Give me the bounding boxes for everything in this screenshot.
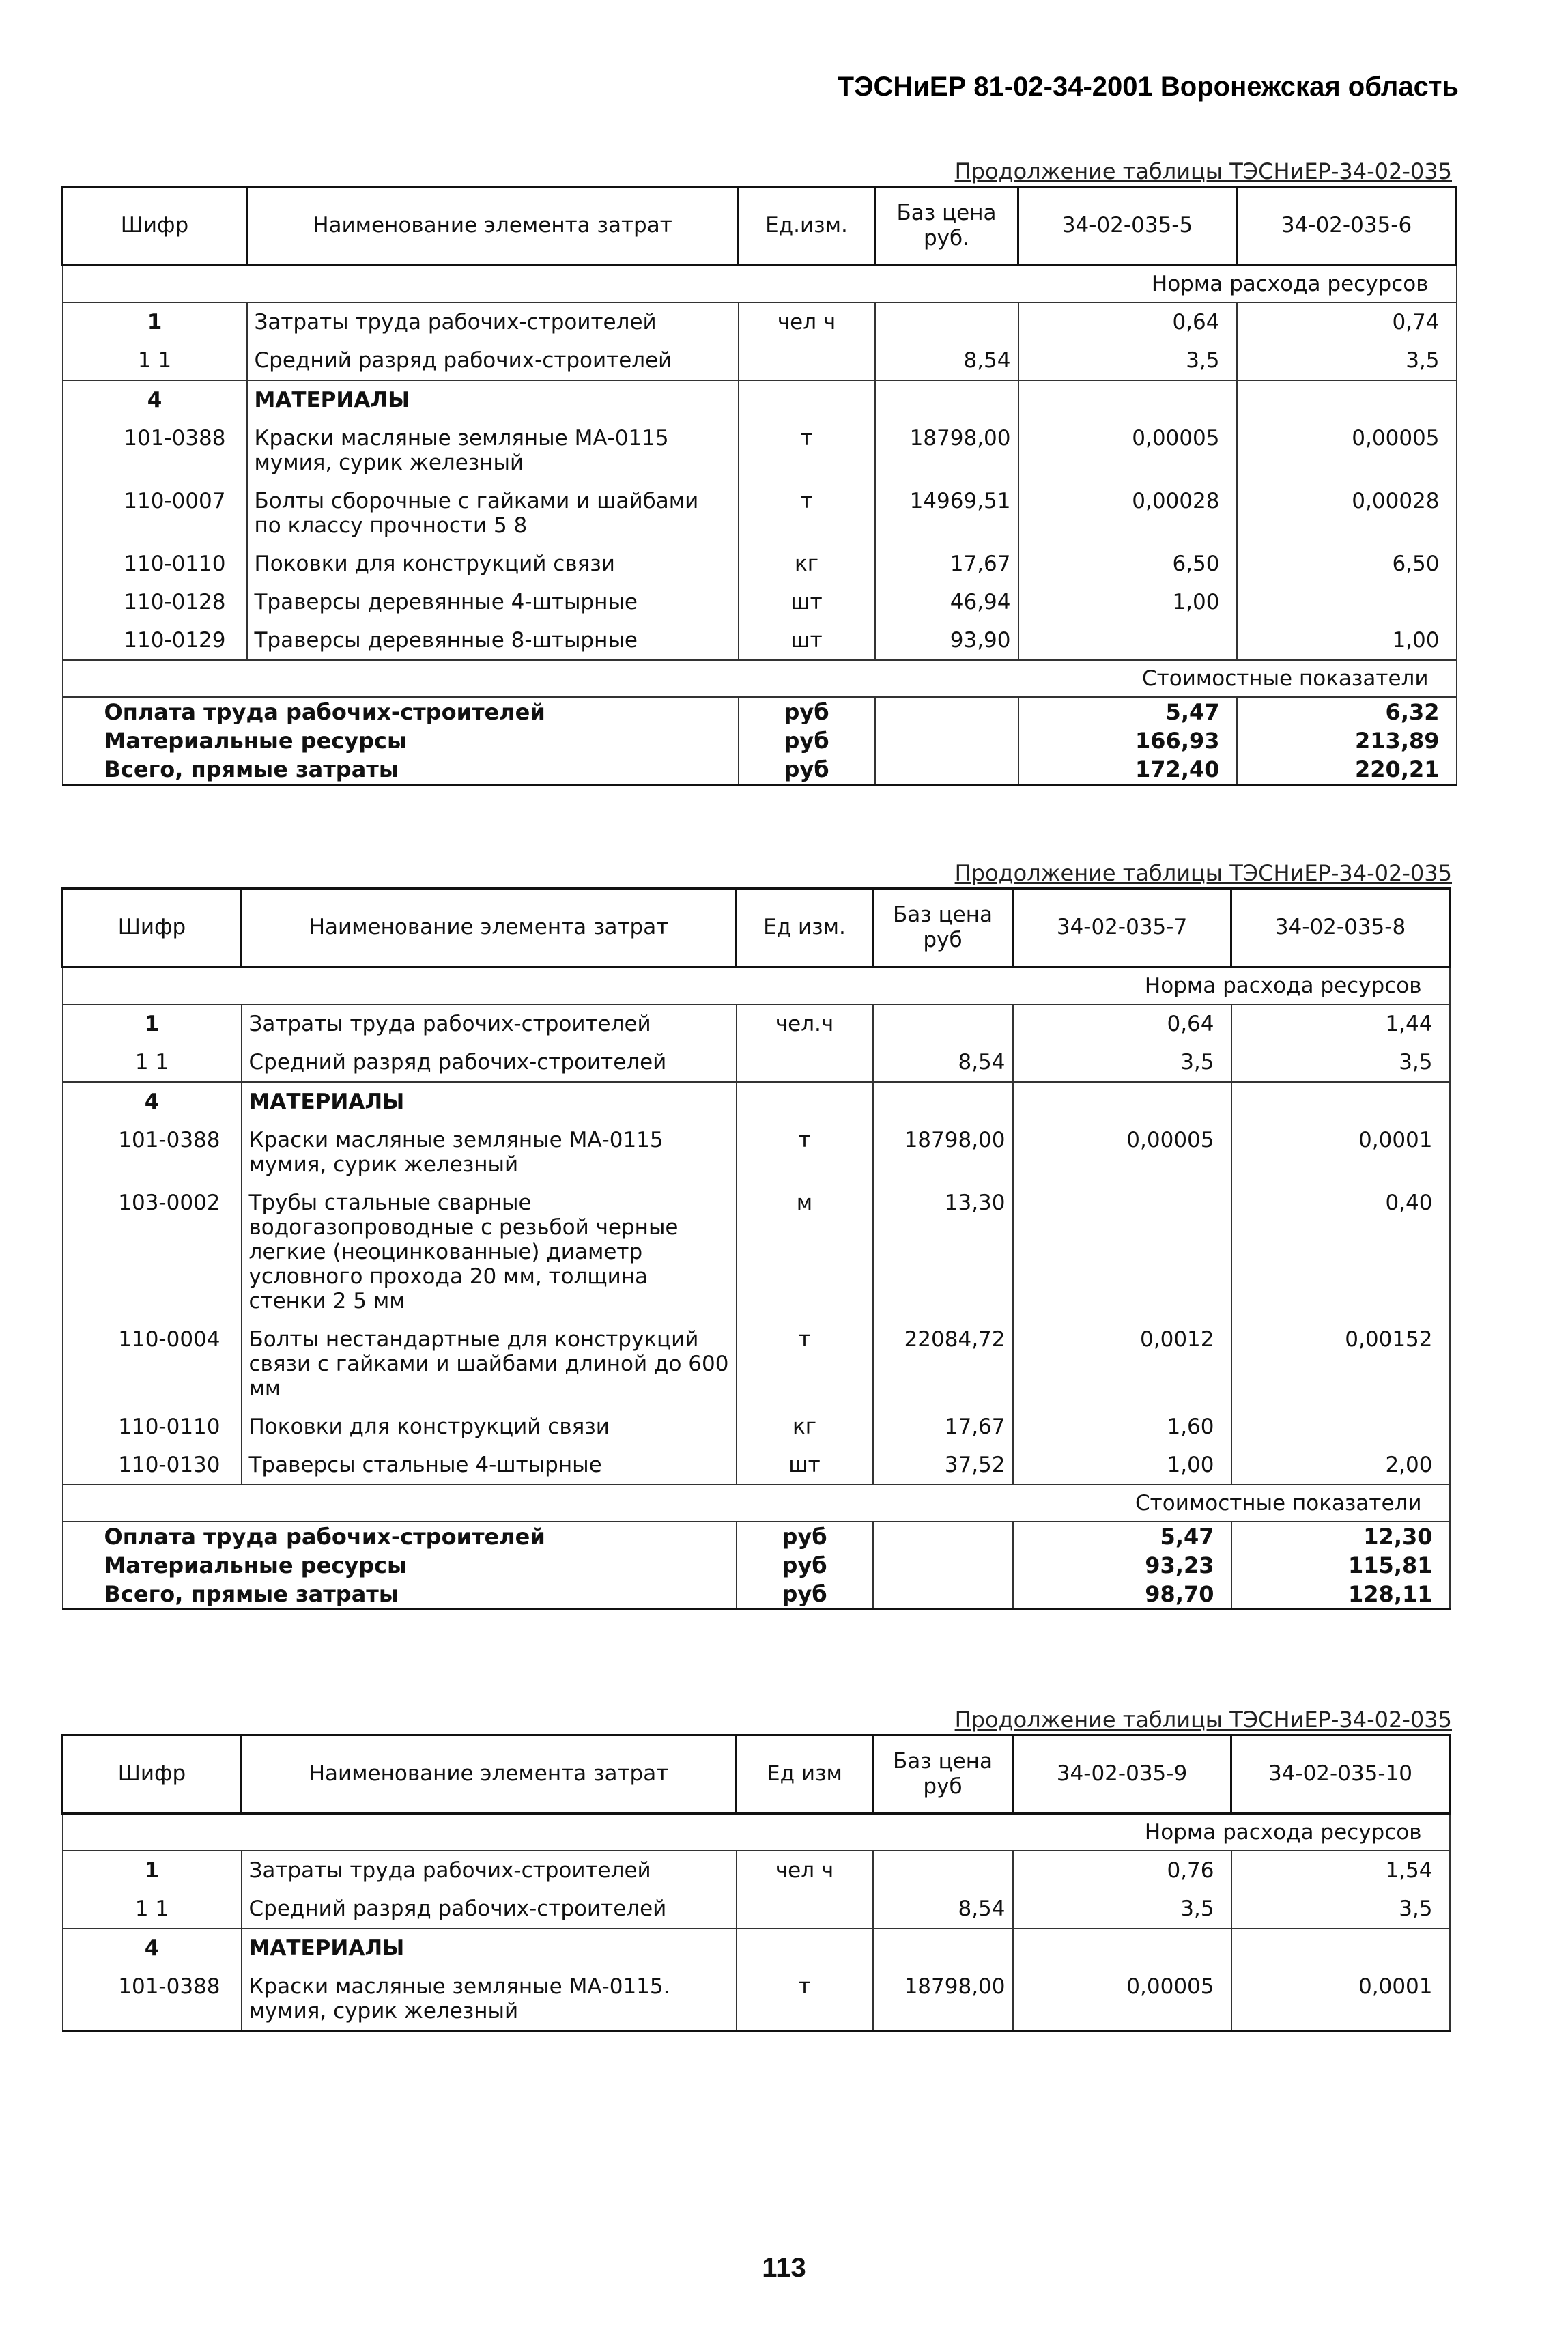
row-unit: т (737, 1320, 873, 1408)
table-row (63, 1121, 1450, 1184)
table-caption: Продолжение таблицы ТЭСНиЕР-34-02-035 (954, 860, 1452, 886)
totals-row (63, 1580, 1450, 1610)
table-header-row (63, 187, 1457, 266)
row-unit: кг (739, 545, 875, 583)
row-name: Затраты труда рабочих-строителей (247, 302, 739, 341)
total-value-1: 5,47 (1018, 697, 1237, 726)
row-value-1: 0,00005 (1013, 1967, 1231, 2032)
row-name: Поковки для конструкций связи (242, 1408, 737, 1446)
row-value-1: 0,0012 (1013, 1320, 1231, 1408)
total-value-2: 115,81 (1231, 1551, 1450, 1580)
column-header: 34-02-035-8 (1231, 889, 1450, 967)
total-label: Всего, прямые затраты (63, 755, 739, 785)
row-code: 101-0388 (63, 1967, 242, 2032)
table-row (63, 583, 1457, 621)
total-value-1: 172,40 (1018, 755, 1237, 785)
section-title-materials: МАТЕРИАЛЫ (247, 380, 739, 419)
row-price: 13,30 (873, 1184, 1013, 1320)
total-unit: руб (739, 726, 875, 755)
row-unit: м (737, 1184, 873, 1320)
total-unit: руб (737, 1522, 873, 1551)
row-code: 110-0110 (63, 1408, 242, 1446)
row-unit: чел ч (737, 1851, 873, 1890)
row-value-1 (1018, 621, 1237, 660)
row-name: Болты сборочные с гайками и шайбами по классу прочности 5 8 (247, 482, 739, 545)
row-name: Траверсы стальные 4-штырные (242, 1446, 737, 1485)
total-value-1: 5,47 (1013, 1522, 1231, 1551)
row-price: 37,52 (873, 1446, 1013, 1485)
row-value-1: 3,5 (1018, 341, 1237, 380)
table-row (63, 1004, 1450, 1043)
row-value-2: 0,0001 (1231, 1121, 1450, 1184)
row-unit: т (737, 1967, 873, 2032)
total-label: Всего, прямые затраты (63, 1580, 737, 1610)
row-unit: т (739, 482, 875, 545)
row-price: 18798,00 (875, 419, 1018, 482)
row-price: 14969,51 (875, 482, 1018, 545)
table-row (63, 1929, 1450, 1967)
row-unit: т (739, 419, 875, 482)
total-label: Материальные ресурсы (63, 726, 739, 755)
column-header: 34-02-035-6 (1237, 187, 1457, 266)
row-value-2 (1231, 1408, 1450, 1446)
row-code: 101-0388 (63, 419, 247, 482)
totals-row (63, 1551, 1450, 1580)
row-name: Затраты труда рабочих-строителей (242, 1851, 737, 1890)
resource-table-3 (61, 1734, 1451, 2032)
row-name: Краски масляные земляные МА-0115 мумия, сурик железный (242, 1121, 737, 1184)
page-number: 113 (762, 2253, 806, 2283)
row-value-2: 2,00 (1231, 1446, 1450, 1485)
row-value-2: 0,00152 (1231, 1320, 1450, 1408)
row-price (873, 1004, 1013, 1043)
row-name: Краски масляные земляные МА-0115. мумия, сурик железный (242, 1967, 737, 2032)
table-row (63, 482, 1457, 545)
row-value-1: 0,64 (1013, 1004, 1231, 1043)
row-unit (737, 1890, 873, 1929)
row-price (873, 1851, 1013, 1890)
column-header: Наименование элемента затрат (242, 889, 737, 967)
row-code: 1 1 (63, 341, 247, 380)
row-value-1: 3,5 (1013, 1890, 1231, 1929)
row-name: Средний разряд рабочих-строителей (242, 1890, 737, 1929)
row-price: 17,67 (873, 1408, 1013, 1446)
row-value-2: 6,50 (1237, 545, 1457, 583)
row-code: 1 (63, 1004, 242, 1043)
totals-row (63, 697, 1457, 726)
row-price: 17,67 (875, 545, 1018, 583)
row-code: 110-0007 (63, 482, 247, 545)
norm-label: Норма расхода ресурсов (63, 266, 1457, 303)
table-row (63, 1320, 1450, 1408)
row-code: 1 1 (63, 1890, 242, 1929)
table-row (63, 1446, 1450, 1485)
cost-label: Стоимостные показатели (63, 660, 1457, 697)
row-code: 110-0004 (63, 1320, 242, 1408)
row-value-1: 1,00 (1013, 1446, 1231, 1485)
table-row (63, 1967, 1450, 2032)
row-name: Траверсы деревянные 8-штырные (247, 621, 739, 660)
table-header-row (63, 889, 1450, 967)
row-name: Затраты труда рабочих-строителей (242, 1004, 737, 1043)
table-row (63, 1184, 1450, 1320)
row-value-2: 0,74 (1237, 302, 1457, 341)
column-header: Баз цена руб (873, 1735, 1013, 1814)
row-code: 4 (63, 1082, 242, 1121)
row-price: 8,54 (875, 341, 1018, 380)
row-value-2: 1,54 (1231, 1851, 1450, 1890)
column-header: Шифр (63, 187, 247, 266)
row-code: 1 1 (63, 1043, 242, 1082)
table-row (63, 1890, 1450, 1929)
row-code: 110-0110 (63, 545, 247, 583)
row-value-1: 6,50 (1018, 545, 1237, 583)
table-caption: Продолжение таблицы ТЭСНиЕР-34-02-035 (954, 1707, 1452, 1733)
row-value-1: 0,64 (1018, 302, 1237, 341)
total-label: Материальные ресурсы (63, 1551, 737, 1580)
document-header-title: ТЭСНиЕР 81-02-34-2001 Воронежская область (837, 72, 1459, 102)
row-code: 110-0130 (63, 1446, 242, 1485)
table-row (63, 545, 1457, 583)
column-header: Ед изм. (737, 889, 873, 967)
section-title-materials: МАТЕРИАЛЫ (242, 1082, 737, 1121)
row-name: Средний разряд рабочих-строителей (247, 341, 739, 380)
table-caption: Продолжение таблицы ТЭСНиЕР-34-02-035 (954, 158, 1452, 184)
column-header: 34-02-035-9 (1013, 1735, 1231, 1814)
table-row (63, 1082, 1450, 1121)
row-value-1: 0,00005 (1013, 1121, 1231, 1184)
row-value-1: 3,5 (1013, 1043, 1231, 1082)
row-value-1: 1,00 (1018, 583, 1237, 621)
table-row (63, 621, 1457, 660)
row-unit (739, 341, 875, 380)
table-header-row (63, 1735, 1450, 1814)
table-row (63, 1851, 1450, 1890)
row-price: 18798,00 (873, 1967, 1013, 2032)
total-unit: руб (737, 1551, 873, 1580)
row-name: Средний разряд рабочих-строителей (242, 1043, 737, 1082)
column-header: Ед.изм. (739, 187, 875, 266)
total-value-1: 98,70 (1013, 1580, 1231, 1610)
row-price: 18798,00 (873, 1121, 1013, 1184)
row-value-2: 1,00 (1237, 621, 1457, 660)
row-unit: т (737, 1121, 873, 1184)
row-value-1: 0,00028 (1018, 482, 1237, 545)
norm-label: Норма расхода ресурсов (63, 1814, 1450, 1851)
row-value-2 (1237, 583, 1457, 621)
row-value-2: 3,5 (1231, 1890, 1450, 1929)
row-value-1: 1,60 (1013, 1408, 1231, 1446)
total-value-2: 220,21 (1237, 755, 1457, 785)
row-unit: шт (737, 1446, 873, 1485)
total-value-2: 12,30 (1231, 1522, 1450, 1551)
table-row (63, 1408, 1450, 1446)
table-row (63, 302, 1457, 341)
row-name: Трубы стальные сварные водогазопроводные с резьбой черные легкие (неоцинкованные) диаметр условного прохода 20 мм, толщина стенки 2 5 мм (242, 1184, 737, 1320)
norm-label: Норма расхода ресурсов (63, 967, 1450, 1005)
row-code: 1 (63, 302, 247, 341)
row-price: 46,94 (875, 583, 1018, 621)
row-name: Поковки для конструкций связи (247, 545, 739, 583)
row-unit: чел.ч (737, 1004, 873, 1043)
row-price: 93,90 (875, 621, 1018, 660)
row-price: 22084,72 (873, 1320, 1013, 1408)
total-label: Оплата труда рабочих-строителей (63, 1522, 737, 1551)
row-code: 110-0128 (63, 583, 247, 621)
total-unit: руб (737, 1580, 873, 1610)
total-value-2: 128,11 (1231, 1580, 1450, 1610)
row-price: 8,54 (873, 1043, 1013, 1082)
totals-row (63, 726, 1457, 755)
row-unit: шт (739, 621, 875, 660)
table-row (63, 380, 1457, 419)
section-title-materials: МАТЕРИАЛЫ (242, 1929, 737, 1967)
row-code: 101-0388 (63, 1121, 242, 1184)
row-value-2: 0,0001 (1231, 1967, 1450, 2032)
column-header: Баз цена руб (873, 889, 1013, 967)
row-value-2: 0,00028 (1237, 482, 1457, 545)
row-unit: шт (739, 583, 875, 621)
column-header: 34-02-035-7 (1013, 889, 1231, 967)
row-value-1: 0,00005 (1018, 419, 1237, 482)
resource-table-2 (61, 887, 1451, 1610)
total-unit: руб (739, 697, 875, 726)
column-header: Наименование элемента затрат (242, 1735, 737, 1814)
total-value-2: 6,32 (1237, 697, 1457, 726)
column-header: Баз цена руб. (875, 187, 1018, 266)
column-header: Шифр (63, 889, 242, 967)
row-name: Краски масляные земляные МА-0115 мумия, сурик железный (247, 419, 739, 482)
row-value-2: 3,5 (1237, 341, 1457, 380)
total-value-1: 166,93 (1018, 726, 1237, 755)
row-value-2: 0,40 (1231, 1184, 1450, 1320)
resource-table-1 (61, 186, 1457, 786)
total-value-1: 93,23 (1013, 1551, 1231, 1580)
table-row (63, 341, 1457, 380)
totals-row (63, 1522, 1450, 1551)
row-code: 4 (63, 380, 247, 419)
row-code: 110-0129 (63, 621, 247, 660)
row-unit: кг (737, 1408, 873, 1446)
table-row (63, 419, 1457, 482)
total-unit: руб (739, 755, 875, 785)
row-value-1 (1013, 1184, 1231, 1320)
row-value-2: 3,5 (1231, 1043, 1450, 1082)
total-label: Оплата труда рабочих-строителей (63, 697, 739, 726)
row-price (875, 302, 1018, 341)
cost-label: Стоимостные показатели (63, 1485, 1450, 1522)
column-header: 34-02-035-10 (1231, 1735, 1450, 1814)
row-value-2: 1,44 (1231, 1004, 1450, 1043)
total-value-2: 213,89 (1237, 726, 1457, 755)
table-row (63, 1043, 1450, 1082)
row-unit: чел ч (739, 302, 875, 341)
column-header: 34-02-035-5 (1018, 187, 1237, 266)
row-code: 4 (63, 1929, 242, 1967)
row-unit (737, 1043, 873, 1082)
column-header: Наименование элемента затрат (247, 187, 739, 266)
row-value-2: 0,00005 (1237, 419, 1457, 482)
column-header: Ед изм (737, 1735, 873, 1814)
row-code: 1 (63, 1851, 242, 1890)
totals-row (63, 755, 1457, 785)
row-value-1: 0,76 (1013, 1851, 1231, 1890)
row-price: 8,54 (873, 1890, 1013, 1929)
row-name: Траверсы деревянные 4-штырные (247, 583, 739, 621)
row-name: Болты нестандартные для конструкций связи с гайками и шайбами длиной до 600 мм (242, 1320, 737, 1408)
row-code: 103-0002 (63, 1184, 242, 1320)
column-header: Шифр (63, 1735, 242, 1814)
